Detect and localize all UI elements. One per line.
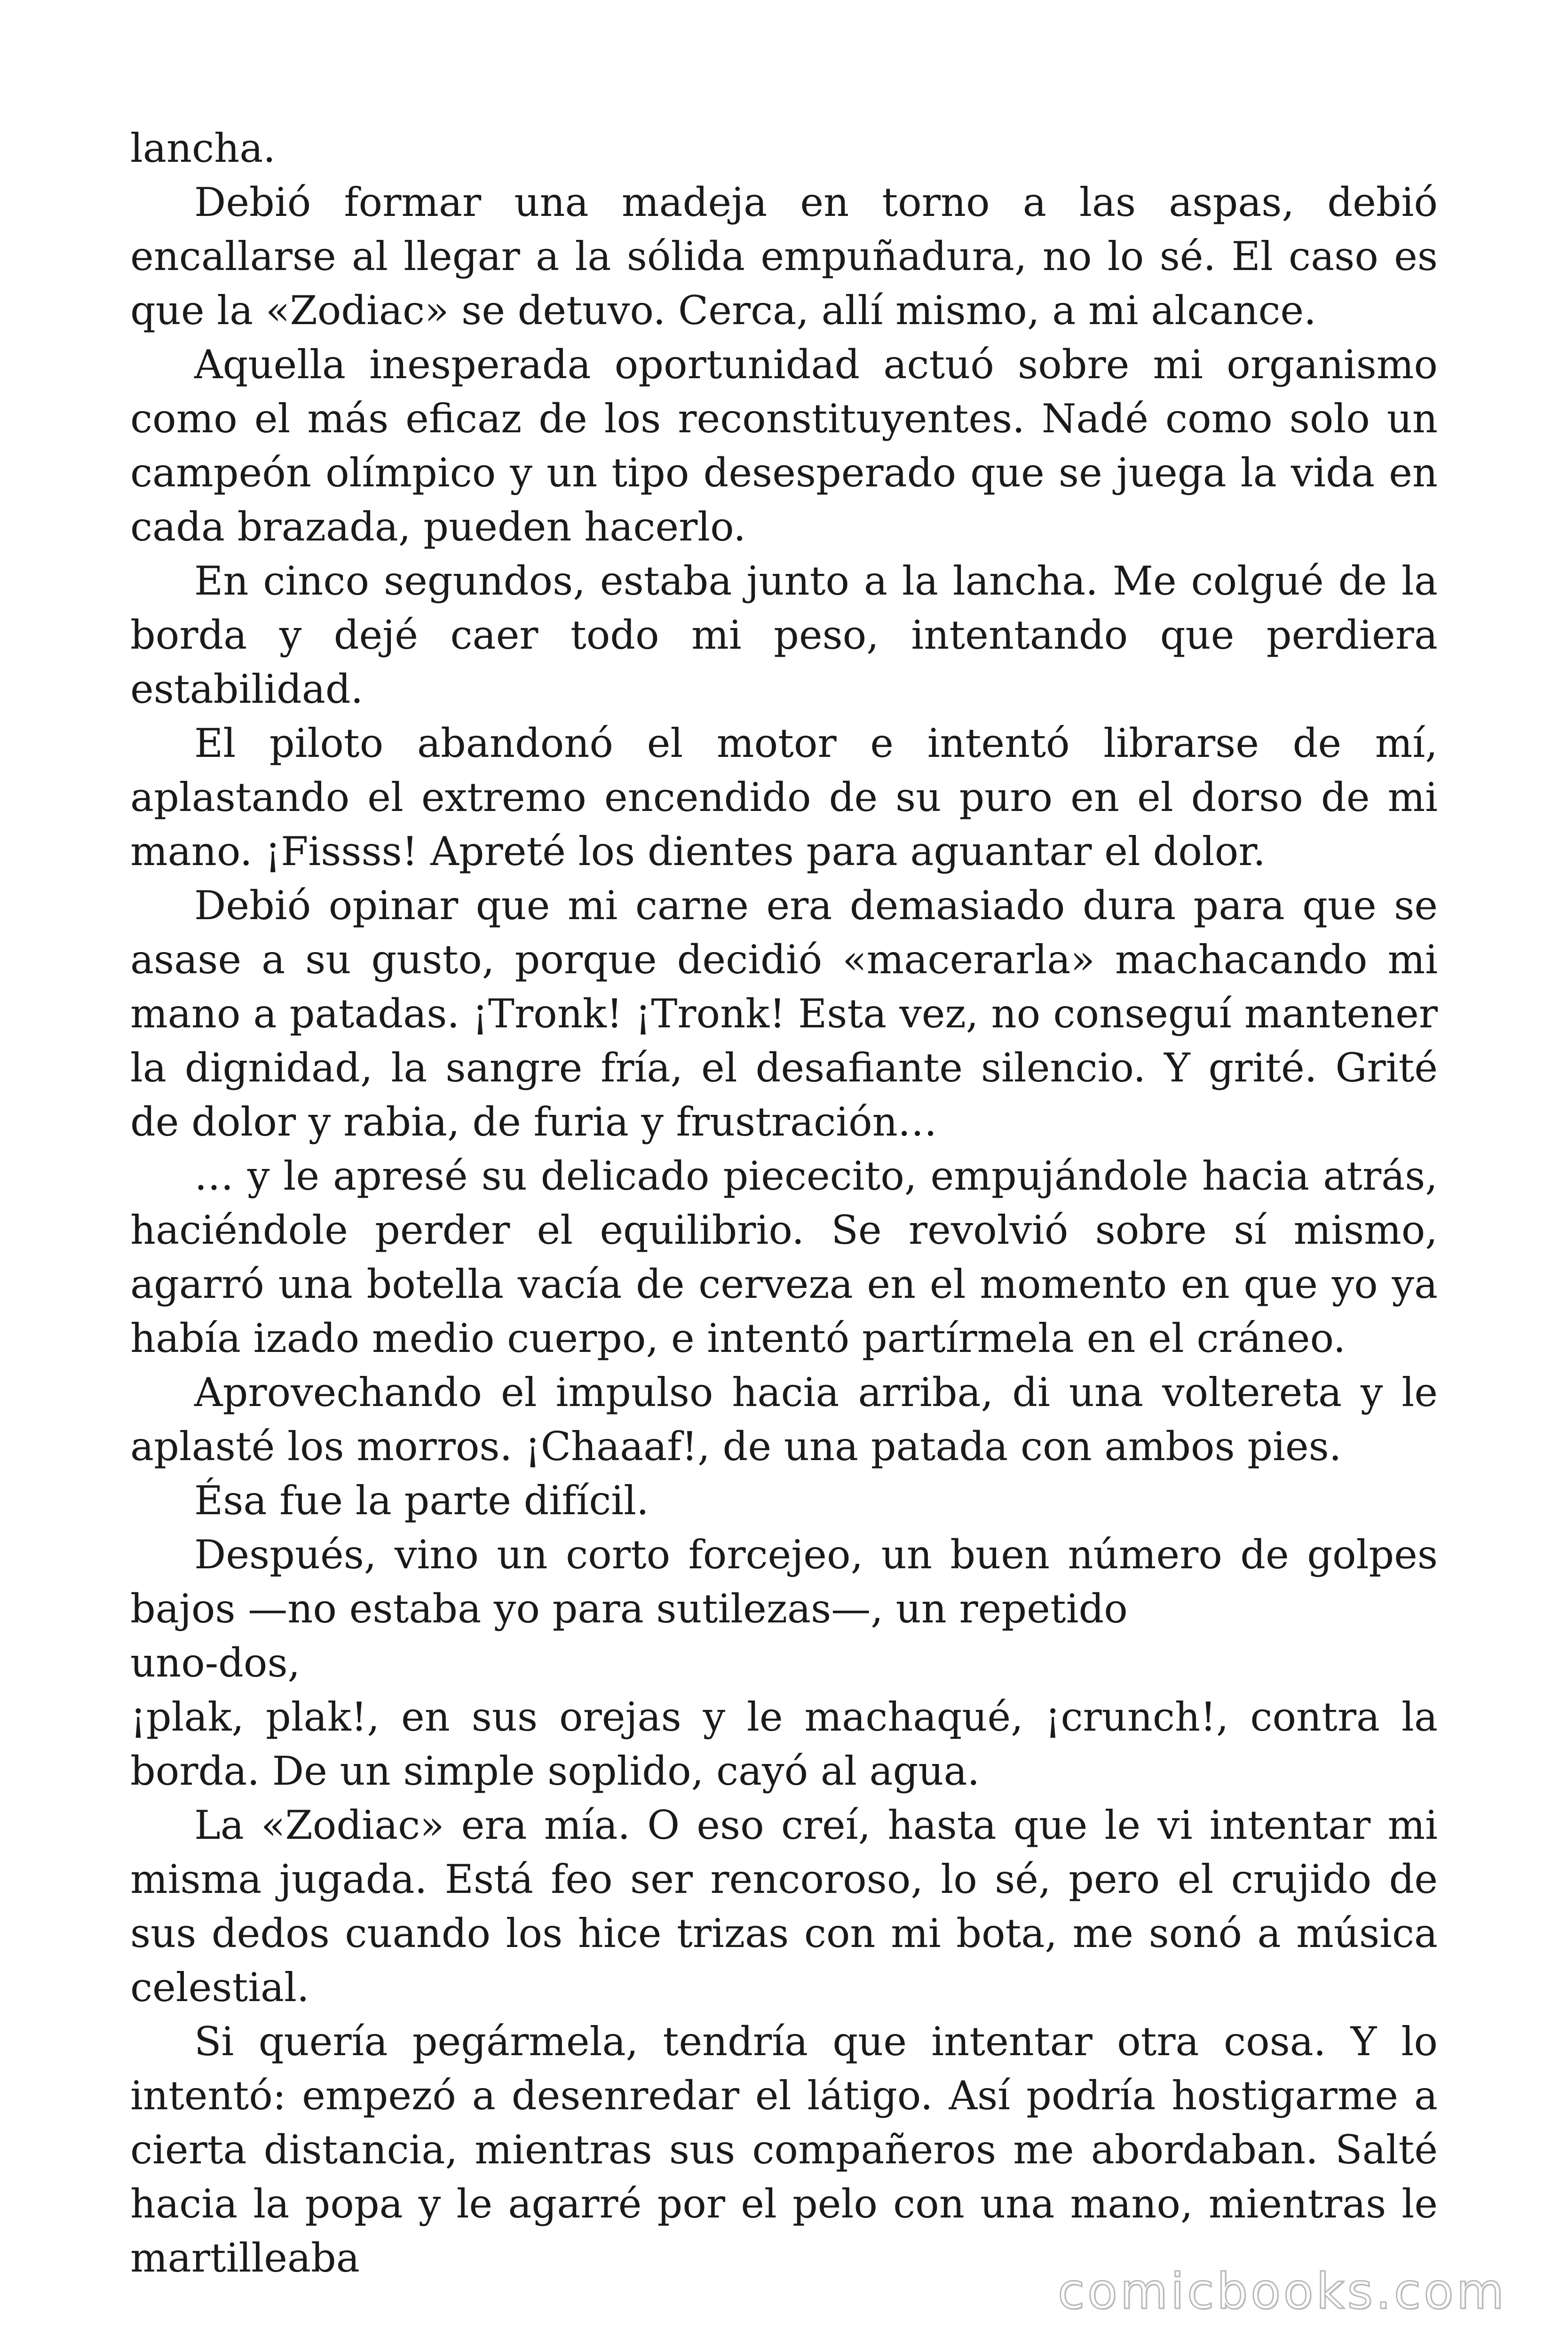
watermark: comicbooks.com (1057, 2263, 1507, 2320)
paragraph: Ésa fue la parte difícil. (194, 1478, 649, 1524)
paragraph: Después, vino un corto forcejeo, un buen número de golpes bajos —no estaba yo para sutilezas—, un repetido (130, 1532, 1438, 1632)
paragraph: Si quería pegármela, tendría que intentar otra cosa. Y lo intentó: empezó a desenredar el látigo. Así podría hostigarme a cierta distancia, mientras sus compañeros me abordaban. Salté hacia la popa y le agarré por el pelo con una mano, mientras le martilleaba (130, 2018, 1438, 2281)
paragraph-fragment: ¡plak, plak!, en sus orejas y le machaqué, ¡crunch!, contra la borda. De un simple soplido, cayó al agua. (130, 1694, 1438, 1794)
body-text (130, 121, 1438, 2285)
paragraph: Debió opinar que mi carne era demasiado dura para que se asase a su gusto, porque decidió «macerarla» machacando mi mano a patadas. ¡Tronk! ¡Tronk! Esta vez, no conseguí mantener la dignidad, la sangre fría, el desafiante silencio. Y grité. Grité de dolor y rabia, de furia y frustración… (130, 882, 1438, 1145)
paragraph: La «Zodiac» era mía. O eso creí, hasta que le vi intentar mi misma jugada. Está feo ser rencoroso, lo sé, pero el crujido de sus dedos cuando los hice trizas con mi bota, me sonó a música celestial. (130, 1802, 1438, 2010)
paragraph: Aprovechando el impulso hacia arriba, di una voltereta y le aplasté los morros. ¡Chaaaf!, de una patada con ambos pies. (130, 1369, 1438, 1470)
paragraph: … y le apresé su delicado piececito, empujándole hacia atrás, haciéndole perder el equilibrio. Se revolvió sobre sí mismo, agarró una botella vacía de cerveza en el momento en que yo ya había izado medio cuerpo, e intentó partírmela en el cráneo. (130, 1153, 1438, 1361)
paragraph-continuation: lancha. (130, 125, 276, 171)
paragraph: Aquella inesperada oportunidad actuó sobre mi organismo como el más eficaz de los reconstituyentes. Nadé como solo un campeón olímpico y un tipo desesperado que se juega la vida en cada brazada, pueden hacerlo. (130, 342, 1438, 550)
paragraph: El piloto abandonó el motor e intentó librarse de mí, aplastando el extremo encendido de su puro en el dorso de mi mano. ¡Fissss! Apreté los dientes para aguantar el dolor. (130, 720, 1438, 874)
paragraph-fragment: uno-dos, (130, 1640, 301, 1686)
paragraph: En cinco segundos, estaba junto a la lancha. Me colgué de la borda y dejé caer todo mi peso, intentando que perdiera estabilidad. (130, 558, 1438, 712)
paragraph: Debió formar una madeja en torno a las aspas, debió encallarse al llegar a la sólida empuñadura, no lo sé. El caso es que la «Zodiac» se detuvo. Cerca, allí mismo, a mi alcance. (130, 179, 1438, 334)
